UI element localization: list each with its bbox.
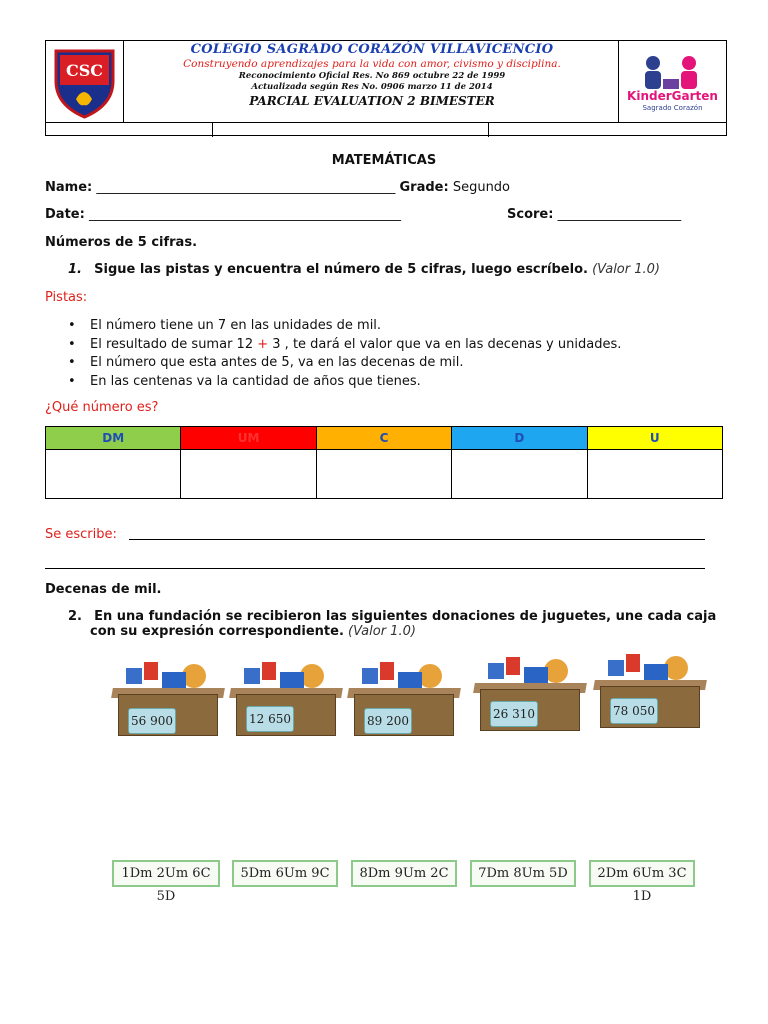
se-escribe-label: Se escribe: xyxy=(45,527,117,542)
se-escribe-line[interactable] xyxy=(129,539,705,540)
school-name: COLEGIO SAGRADO CORAZÓN VILLAVICENCIO xyxy=(190,42,554,57)
answer-cell-d[interactable] xyxy=(452,450,587,499)
question-2-text-1: En una fundación se recibieron las siguientes donaciones de juguetes, une cada caja xyxy=(94,609,717,624)
date-field[interactable]: ________________________________________________ xyxy=(88,207,401,222)
answer-cell-dm[interactable] xyxy=(46,450,181,499)
question-2-value: (Valor 1.0) xyxy=(348,624,416,639)
list-item xyxy=(68,336,621,355)
header-bottom-row xyxy=(46,122,726,137)
box-number-label: 78 050 xyxy=(610,698,658,724)
question-2-text-2: con su expresión correspondiente. xyxy=(90,624,344,639)
pista-2-start: El resultado de sumar 12 xyxy=(90,336,254,352)
plus-sign: + xyxy=(257,336,269,352)
column-dm: DM xyxy=(46,427,181,450)
name-field[interactable]: ______________________________________________ xyxy=(96,180,396,195)
expression-card-1[interactable]: 1Dm 2Um 6C 5D xyxy=(112,860,220,887)
column-c: C xyxy=(316,427,451,450)
pistas-label: Pistas: xyxy=(45,290,88,305)
school-logo-text: CSC xyxy=(65,61,104,80)
answer-cell-c[interactable] xyxy=(316,450,451,499)
box-number-label: 89 200 xyxy=(364,708,412,734)
place-value-table xyxy=(45,426,723,499)
box-number-label: 56 900 xyxy=(128,708,176,734)
toy-box-2[interactable] xyxy=(230,660,340,736)
score-label: Score: xyxy=(507,207,554,222)
question-prompt: ¿Qué número es? xyxy=(45,400,159,415)
box-number-label: 12 650 xyxy=(246,706,294,732)
name-label: Name: xyxy=(45,180,93,195)
updated-text: Actualizada según Res No. 0906 marzo 11 de 2014 xyxy=(251,82,493,92)
question-1-value: (Valor 1.0) xyxy=(592,262,660,277)
toy-box-3[interactable] xyxy=(348,660,458,736)
date-row xyxy=(45,207,401,222)
question-2 xyxy=(68,609,728,639)
expression-card-5[interactable]: 2Dm 6Um 3C 1D xyxy=(589,860,695,887)
toy-box-1[interactable] xyxy=(112,660,222,736)
school-motto: Construyendo aprendizajes para la vida con amor, civismo y disciplina. xyxy=(183,58,561,70)
answer-cell-um[interactable] xyxy=(181,450,316,499)
recognition-text: Reconocimiento Oficial Res. No 869 octubre 22 de 1999 xyxy=(238,71,506,81)
school-logo-cell xyxy=(46,41,124,122)
expression-card-4[interactable]: 7Dm 8Um 5D xyxy=(470,860,576,887)
subject-title: MATEMÁTICAS xyxy=(331,153,437,168)
answer-cell-u[interactable] xyxy=(587,450,722,499)
header-center xyxy=(124,41,620,108)
section1-title: Números de 5 cifras. xyxy=(45,235,198,250)
column-d: D xyxy=(452,427,587,450)
expression-card-2[interactable]: 5Dm 6Um 9C xyxy=(232,860,338,887)
expression-card-3[interactable]: 8Dm 9Um 2C xyxy=(351,860,457,887)
header-table xyxy=(45,40,727,136)
kindergarten-logo-sub: Sagrado Corazón xyxy=(642,104,703,112)
list-item: • El número que esta antes de 5, va en las decenas de mil. xyxy=(68,354,621,373)
exam-title: PARCIAL EVALUATION 2 BIMESTER xyxy=(249,94,495,108)
grade-label: Grade: xyxy=(399,180,449,195)
score-row xyxy=(507,207,681,222)
place-value-header-row xyxy=(46,427,723,450)
question-1 xyxy=(68,262,660,277)
column-u: U xyxy=(587,427,722,450)
toy-box-5[interactable] xyxy=(594,652,704,728)
school-shield-icon xyxy=(46,41,123,122)
list-item: • El número tiene un 7 en las unidades de mil. xyxy=(68,317,621,336)
question-2-number: 2. xyxy=(68,609,82,624)
date-label: Date: xyxy=(45,207,85,222)
place-value-answer-row xyxy=(46,450,723,499)
column-um: UM xyxy=(181,427,316,450)
list-item: • En las centenas va la cantidad de años que tienes. xyxy=(68,373,621,392)
kindergarten-logo-cell xyxy=(618,41,726,122)
kindergarten-logo-text: KinderGarten xyxy=(627,89,718,103)
pista-2-end: 3 , te dará el valor que va en las decenas y unidades. xyxy=(272,336,622,352)
score-field[interactable]: ___________________ xyxy=(557,207,682,222)
pistas-list xyxy=(68,317,621,391)
toy-box-4[interactable] xyxy=(474,655,584,731)
question-1-number: 1. xyxy=(68,262,82,277)
section2-title: Decenas de mil. xyxy=(45,582,162,597)
se-escribe-line-2[interactable] xyxy=(45,568,705,569)
question-1-text: Sigue las pistas y encuentra el número de 5 cifras, luego escríbelo. xyxy=(94,262,588,277)
grade-value: Segundo xyxy=(452,180,511,195)
name-row xyxy=(45,180,510,195)
box-number-label: 26 310 xyxy=(490,701,538,727)
